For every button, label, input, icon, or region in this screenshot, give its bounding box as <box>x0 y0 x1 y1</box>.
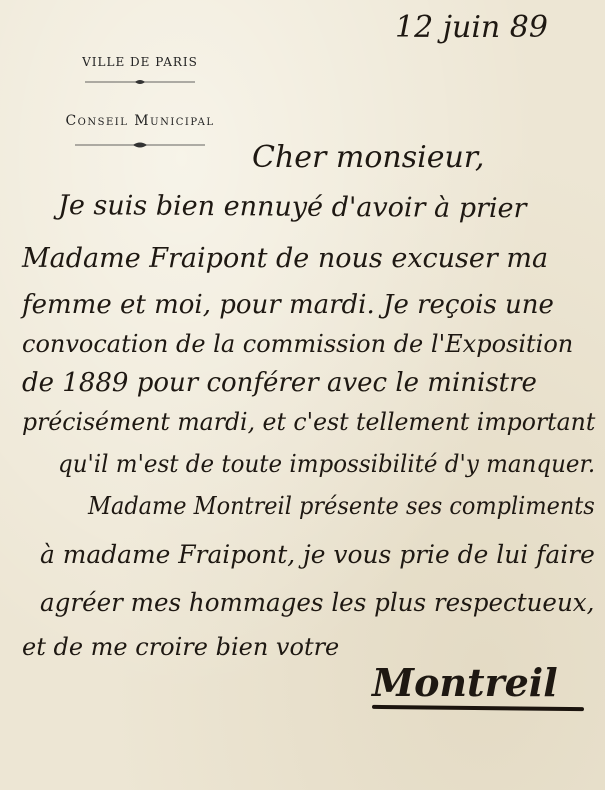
letter-line: de 1889 pour conférer avec le ministre <box>22 368 537 398</box>
ornament-divider <box>85 77 195 87</box>
letter-line: convocation de la commission de l'Exposition <box>22 330 574 358</box>
signature: Montreil <box>372 660 558 705</box>
salutation: Cher monsieur, <box>252 140 485 175</box>
letter-line: précisément mardi, et c'est tellement important <box>22 408 596 436</box>
letter-date: 12 juin 89 <box>395 10 548 45</box>
letterhead-city: VILLE DE PARIS <box>82 55 198 69</box>
signature-underline <box>372 705 584 711</box>
letter-line: Je suis bien ennuyé d'avoir à prier <box>58 190 527 225</box>
letter-line: Madame Fraipont de nous excuser ma <box>22 243 549 274</box>
letter-line: Madame Montreil présente ses compliments <box>88 492 595 520</box>
letter-line: agréer mes hommages les plus respectueux, <box>40 588 595 617</box>
letterhead-council: Conseil Municipal <box>65 113 215 129</box>
letter-line: qu'il m'est de toute impossibilité d'y manquer. <box>58 450 596 478</box>
letterhead <box>30 55 250 151</box>
letter-line: femme et moi, pour mardi. Je reçois une <box>22 290 554 320</box>
letter-line: à madame Fraipont, je vous prie de lui faire <box>40 540 595 569</box>
letter-line: et de me croire bien votre <box>22 633 340 661</box>
ornament-divider <box>75 139 205 151</box>
